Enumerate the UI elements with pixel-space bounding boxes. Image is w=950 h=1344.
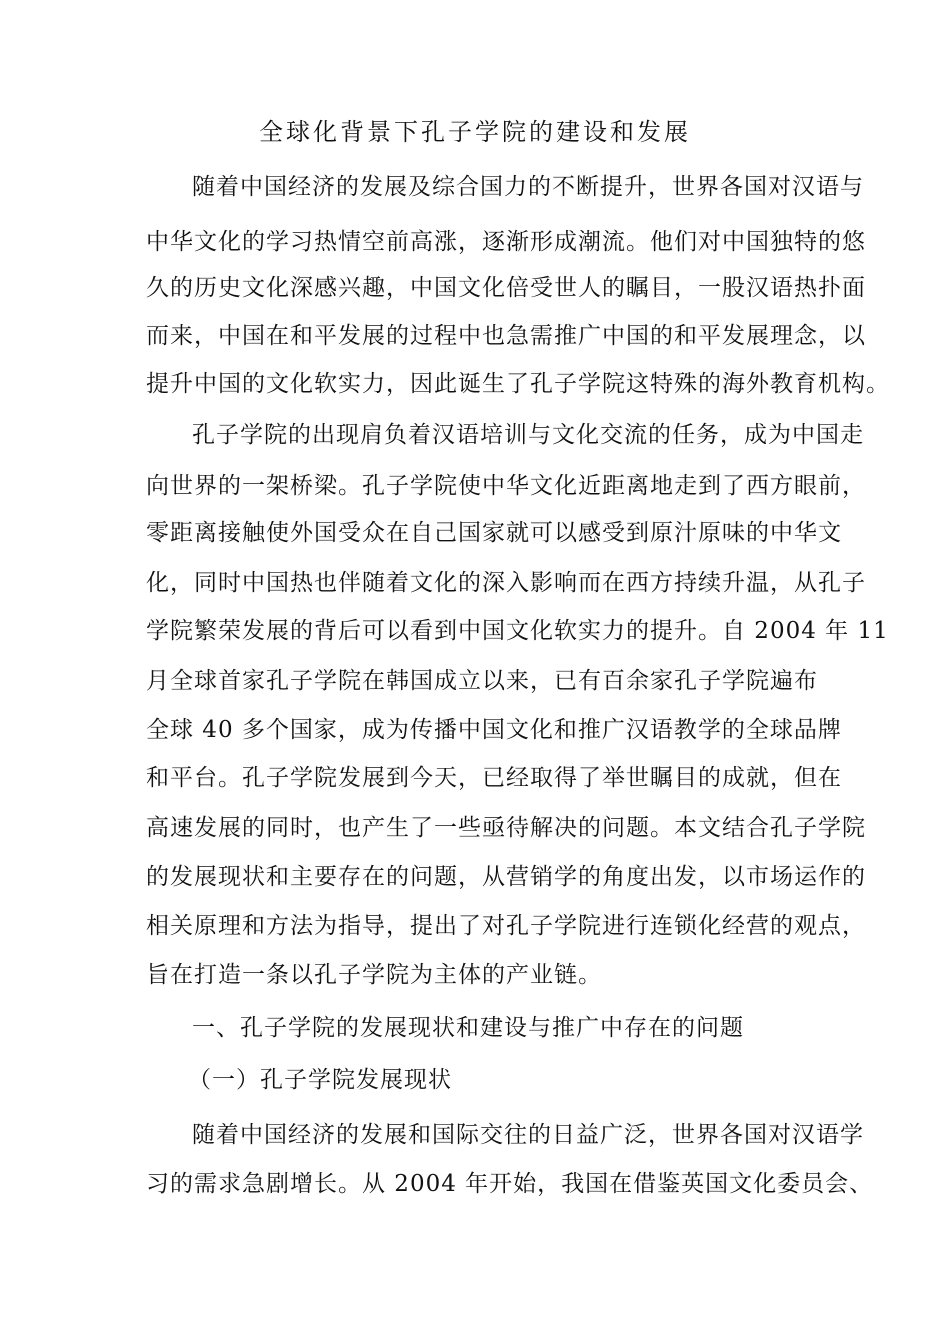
paragraph-1-line-5: 提升中国的文化软实力，因此诞生了孔子学院这特殊的海外教育机构。	[146, 371, 890, 397]
paragraph-3-line-2: 习的需求急剧增长。从 2004 年开始，我国在借鉴英国文化委员会、	[146, 1171, 874, 1197]
paragraph-1-line-3: 久的历史文化深感兴趣，中国文化倍受世人的瞩目，一股汉语热扑面	[146, 275, 866, 301]
paragraph-2-line-7: 全球 40 多个国家，成为传播中国文化和推广汉语教学的全球品牌	[146, 717, 842, 743]
paragraph-2-line-8: 和平台。孔子学院发展到今天，已经取得了举世瞩目的成就，但在	[146, 765, 842, 791]
paragraph-1-line-4: 而来，中国在和平发展的过程中也急需推广中国的和平发展理念，以	[146, 323, 866, 349]
paragraph-3-line-1: 随着中国经济的发展和国际交往的日益广泛，世界各国对汉语学	[192, 1122, 864, 1148]
paragraph-2-line-9: 高速发展的同时，也产生了一些亟待解决的问题。本文结合孔子学院	[146, 815, 866, 841]
paragraph-2-line-4: 化，同时中国热也伴随着文化的深入影响而在西方持续升温，从孔子	[146, 570, 866, 596]
document-title: 全球化背景下孔子学院的建设和发展	[259, 118, 691, 146]
paragraph-2-line-6: 月全球首家孔子学院在韩国成立以来，已有百余家孔子学院遍布	[146, 668, 818, 694]
paragraph-2-line-5: 学院繁荣发展的背后可以看到中国文化软实力的提升。自 2004 年 11	[146, 618, 889, 644]
paragraph-2-line-3: 零距离接触使外国受众在自己国家就可以感受到原汁原味的中华文	[146, 520, 842, 546]
paragraph-2-line-1: 孔子学院的出现肩负着汉语培训与文化交流的任务，成为中国走	[192, 422, 864, 448]
subsection-1-heading: （一）孔子学院发展现状	[188, 1067, 452, 1093]
paragraph-2-line-10: 的发展现状和主要存在的问题，从营销学的角度出发，以市场运作的	[146, 864, 866, 890]
paragraph-1-line-1: 随着中国经济的发展及综合国力的不断提升，世界各国对汉语与	[192, 174, 864, 200]
paragraph-2-line-2: 向世界的一架桥梁。孔子学院使中华文化近距离地走到了西方眼前，	[146, 473, 866, 499]
paragraph-2-line-11: 相关原理和方法为指导，提出了对孔子学院进行连锁化经营的观点，	[146, 913, 866, 939]
section-1-heading: 一、孔子学院的发展现状和建设与推广中存在的问题	[192, 1015, 744, 1041]
paragraph-2-line-12: 旨在打造一条以孔子学院为主体的产业链。	[146, 962, 602, 988]
paragraph-1-line-2: 中华文化的学习热情空前高涨，逐渐形成潮流。他们对中国独特的悠	[146, 229, 866, 255]
